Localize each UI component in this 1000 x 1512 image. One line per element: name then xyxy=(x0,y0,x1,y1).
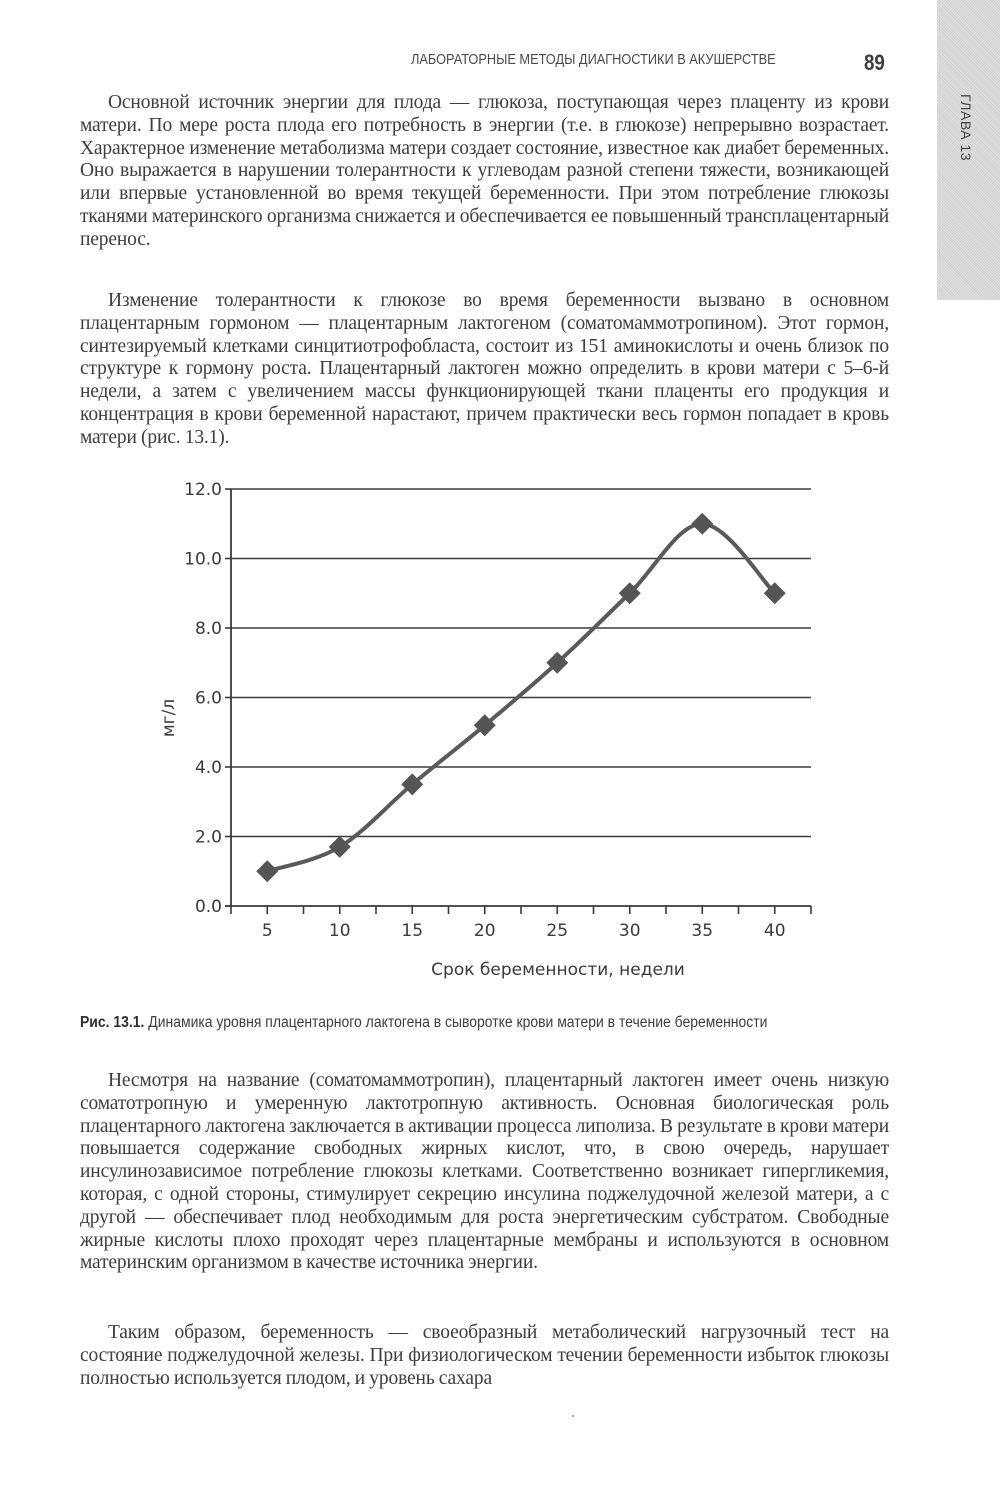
y-tick-label: 10.0 xyxy=(184,549,222,570)
series-line xyxy=(267,524,775,872)
axes xyxy=(225,489,811,914)
x-tick-label: 30 xyxy=(618,921,641,941)
x-tick-labels xyxy=(262,921,786,941)
print-speck xyxy=(572,1415,574,1417)
y-tick-label: 8.0 xyxy=(194,619,222,639)
series-markers xyxy=(256,513,786,883)
y-tick-label: 0.0 xyxy=(194,897,222,917)
y-tick-label: 4.0 xyxy=(194,758,222,778)
figure-caption-label: Рис. 13.1. xyxy=(80,1014,145,1031)
x-tick-label: 35 xyxy=(691,921,714,941)
x-tick-label: 5 xyxy=(261,921,273,941)
page-number: 89 xyxy=(864,50,885,75)
figure-caption xyxy=(80,1012,889,1033)
x-tick-label: 10 xyxy=(328,921,351,941)
x-tick-label: 20 xyxy=(473,921,496,941)
chapter-label: ГЛАВА 13 xyxy=(958,94,974,161)
y-axis-label: мг/л xyxy=(159,698,179,738)
data-point-marker xyxy=(329,836,351,858)
y-tick-label: 6.0 xyxy=(194,688,222,709)
figure-caption-text: Динамика уровня плацентарного лактогена в сыворотке крови матери в течение беременности xyxy=(144,1014,768,1031)
data-point-marker xyxy=(474,714,496,736)
data-point-marker xyxy=(256,860,278,882)
x-axis-label: Срок беременности, недели xyxy=(431,960,685,980)
data-point-marker xyxy=(691,513,713,535)
data-point-marker xyxy=(401,773,423,795)
data-point-marker xyxy=(619,582,641,604)
gridlines xyxy=(231,489,811,837)
y-tick-labels xyxy=(184,480,222,917)
x-tick-label: 25 xyxy=(546,921,569,941)
paragraph-4: Таким образом, беременность — своеобразный метаболический нагрузочный тест на состояние поджелудочной железы. При физиологическом течении беременности избыток глюкозы полностью используется плодом, и уровень сахара xyxy=(80,1322,889,1389)
paragraph-2: Изменение толерантности к глюкозе во время беременности вызвано в основном плацентарным гормоном — плацентарным лактогеном (соматомаммотропином). Этот гормон, синтезируемый клетками синцитиотрофобласта, состоит из 151 аминокислоты и очень близок по структуре к гормону роста. Плацентарный лактоген можно определить в крови матери с 5–6-й недели, а затем с увеличением массы функционирующей ткани плаценты его продукция и концентрация в крови беременной нарастают, причем практически весь гормон попадает в кровь матери (рис. 13.1). xyxy=(80,290,889,448)
data-point-marker xyxy=(546,652,568,674)
y-tick-label: 12.0 xyxy=(184,480,222,500)
paragraph-3: Несмотря на название (соматомаммотропин), плацентарный лактоген имеет очень низкую соматотропную и умеренную лактотропную активность. Основная биологическая роль плацентарного лактогена заключается в активации процесса липолиза. В результате в крови матери повышается содержание свободных жирных кислот, что, в свою очередь, нарушает инсулинозависимое потребление глюкозы клетками. Соответственно возникает гипергликемия, которая, с одной стороны, стимулирует секрецию инсулина поджелудочной железой матери, а с другой — обеспечивает плод необходимым для роста энергетическим субстратом. Свободные жирные кислоты плохо проходят через плацентарные мембраны и используются в основном материнским организмом в качестве источника энергии. xyxy=(80,1070,889,1274)
x-tick-label: 15 xyxy=(401,921,424,941)
running-title: ЛАБОРАТОРНЫЕ МЕТОДЫ ДИАГНОСТИКИ В АКУШЕРСТВЕ xyxy=(411,52,776,68)
x-tick-label: 40 xyxy=(763,921,786,941)
y-tick-label: 2.0 xyxy=(194,827,222,848)
paragraph-1: Основной источник энергии для плода — глюкоза, поступающая через плаценту из крови матери. По мере роста плода его потребность в энергии (т.е. в глюкозе) непрерывно возрастает. Характерное изменение метаболизма матери создает состояние, известное как диабет беременных. Оно выражается в нарушении толерантности к углеводам разной степени тяжести, возникающей или впервые установленной во время текущей беременности. При этом потребление глюкозы тканями материнского организма снижается и обеспечивается ее повышенный трансплацентарный перенос. xyxy=(80,92,889,250)
data-point-marker xyxy=(764,582,786,604)
